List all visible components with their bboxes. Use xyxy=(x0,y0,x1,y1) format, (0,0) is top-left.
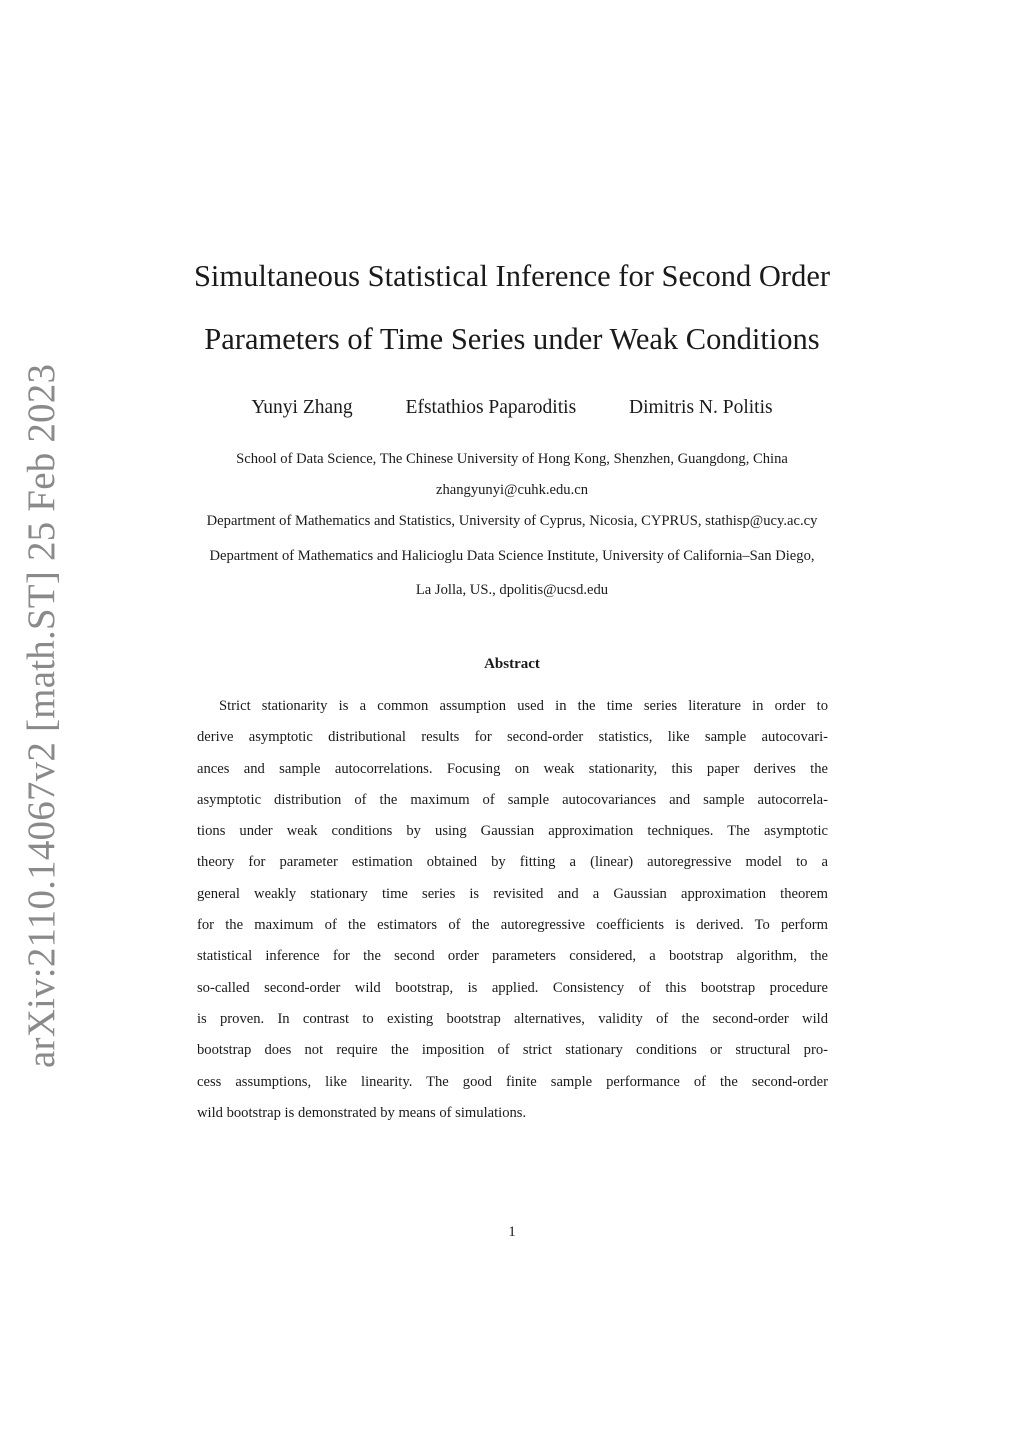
abstract-line: cess assumptions, like linearity. The good finite sample performance of the second-order xyxy=(197,1073,828,1090)
author-name: Yunyi Zhang xyxy=(251,397,353,418)
abstract-line: asymptotic distribution of the maximum of sample autocovariances and sample autocorrela- xyxy=(197,791,828,808)
affiliation-line: Department of Mathematics and Statistics, University of Cyprus, Nicosia, CYPRUS, stathisp@ucy.ac.cy xyxy=(206,513,818,529)
paper-title-line-1: Simultaneous Statistical Inference for Second Order xyxy=(193,259,831,293)
paper-title-line-2: Parameters of Time Series under Weak Conditions xyxy=(204,322,820,356)
abstract-line: Strict stationarity is a common assumption used in the time series literature in order to xyxy=(219,698,828,714)
abstract-line: ances and sample autocorrelations. Focusing on weak stationarity, this paper derives the xyxy=(197,760,828,777)
arxiv-identifier-stamp: arXiv:2110.14067v2 [math.ST] 25 Feb 2023 xyxy=(20,363,63,1068)
page-number: 1 xyxy=(508,1224,516,1240)
abstract-body xyxy=(197,691,828,1129)
abstract-line: tions under weak conditions by using Gaussian approximation techniques. The asymptotic xyxy=(197,823,828,840)
abstract-line: for the maximum of the estimators of the autoregressive coefficients is derived. To perform xyxy=(197,917,828,934)
abstract-line: is proven. In contrast to existing bootstrap alternatives, validity of the second-order wild xyxy=(197,1010,828,1027)
author-list xyxy=(0,397,1024,419)
abstract-line: general weakly stationary time series is revisited and a Gaussian approximation theorem xyxy=(197,885,828,902)
abstract-line: so-called second-order wild bootstrap, is applied. Consistency of this bootstrap procedure xyxy=(197,979,828,996)
affiliation-line: Department of Mathematics and Halicioglu Data Science Institute, University of California–San Diego, xyxy=(209,548,815,564)
abstract-line: derive asymptotic distributional results for second-order statistics, like sample autocovari- xyxy=(197,729,828,746)
author-name: Efstathios Paparoditis xyxy=(405,397,577,418)
affiliation-line: School of Data Science, The Chinese University of Hong Kong, Shenzhen, Guangdong, China xyxy=(236,451,788,467)
author-email: zhangyunyi@cuhk.edu.cn xyxy=(435,482,589,498)
abstract-line: bootstrap does not require the imposition of strict stationary conditions or structural pro- xyxy=(197,1042,828,1059)
abstract-line: wild bootstrap is demonstrated by means of simulations. xyxy=(197,1104,527,1121)
abstract-line: statistical inference for the second order parameters considered, a bootstrap algorithm, the xyxy=(197,948,828,965)
author-name: Dimitris N. Politis xyxy=(629,397,773,418)
abstract-line: theory for parameter estimation obtained by fitting a (linear) autoregressive model to a xyxy=(197,854,828,871)
affiliation-line: La Jolla, US., dpolitis@ucsd.edu xyxy=(415,582,609,598)
abstract-heading: Abstract xyxy=(484,656,540,672)
